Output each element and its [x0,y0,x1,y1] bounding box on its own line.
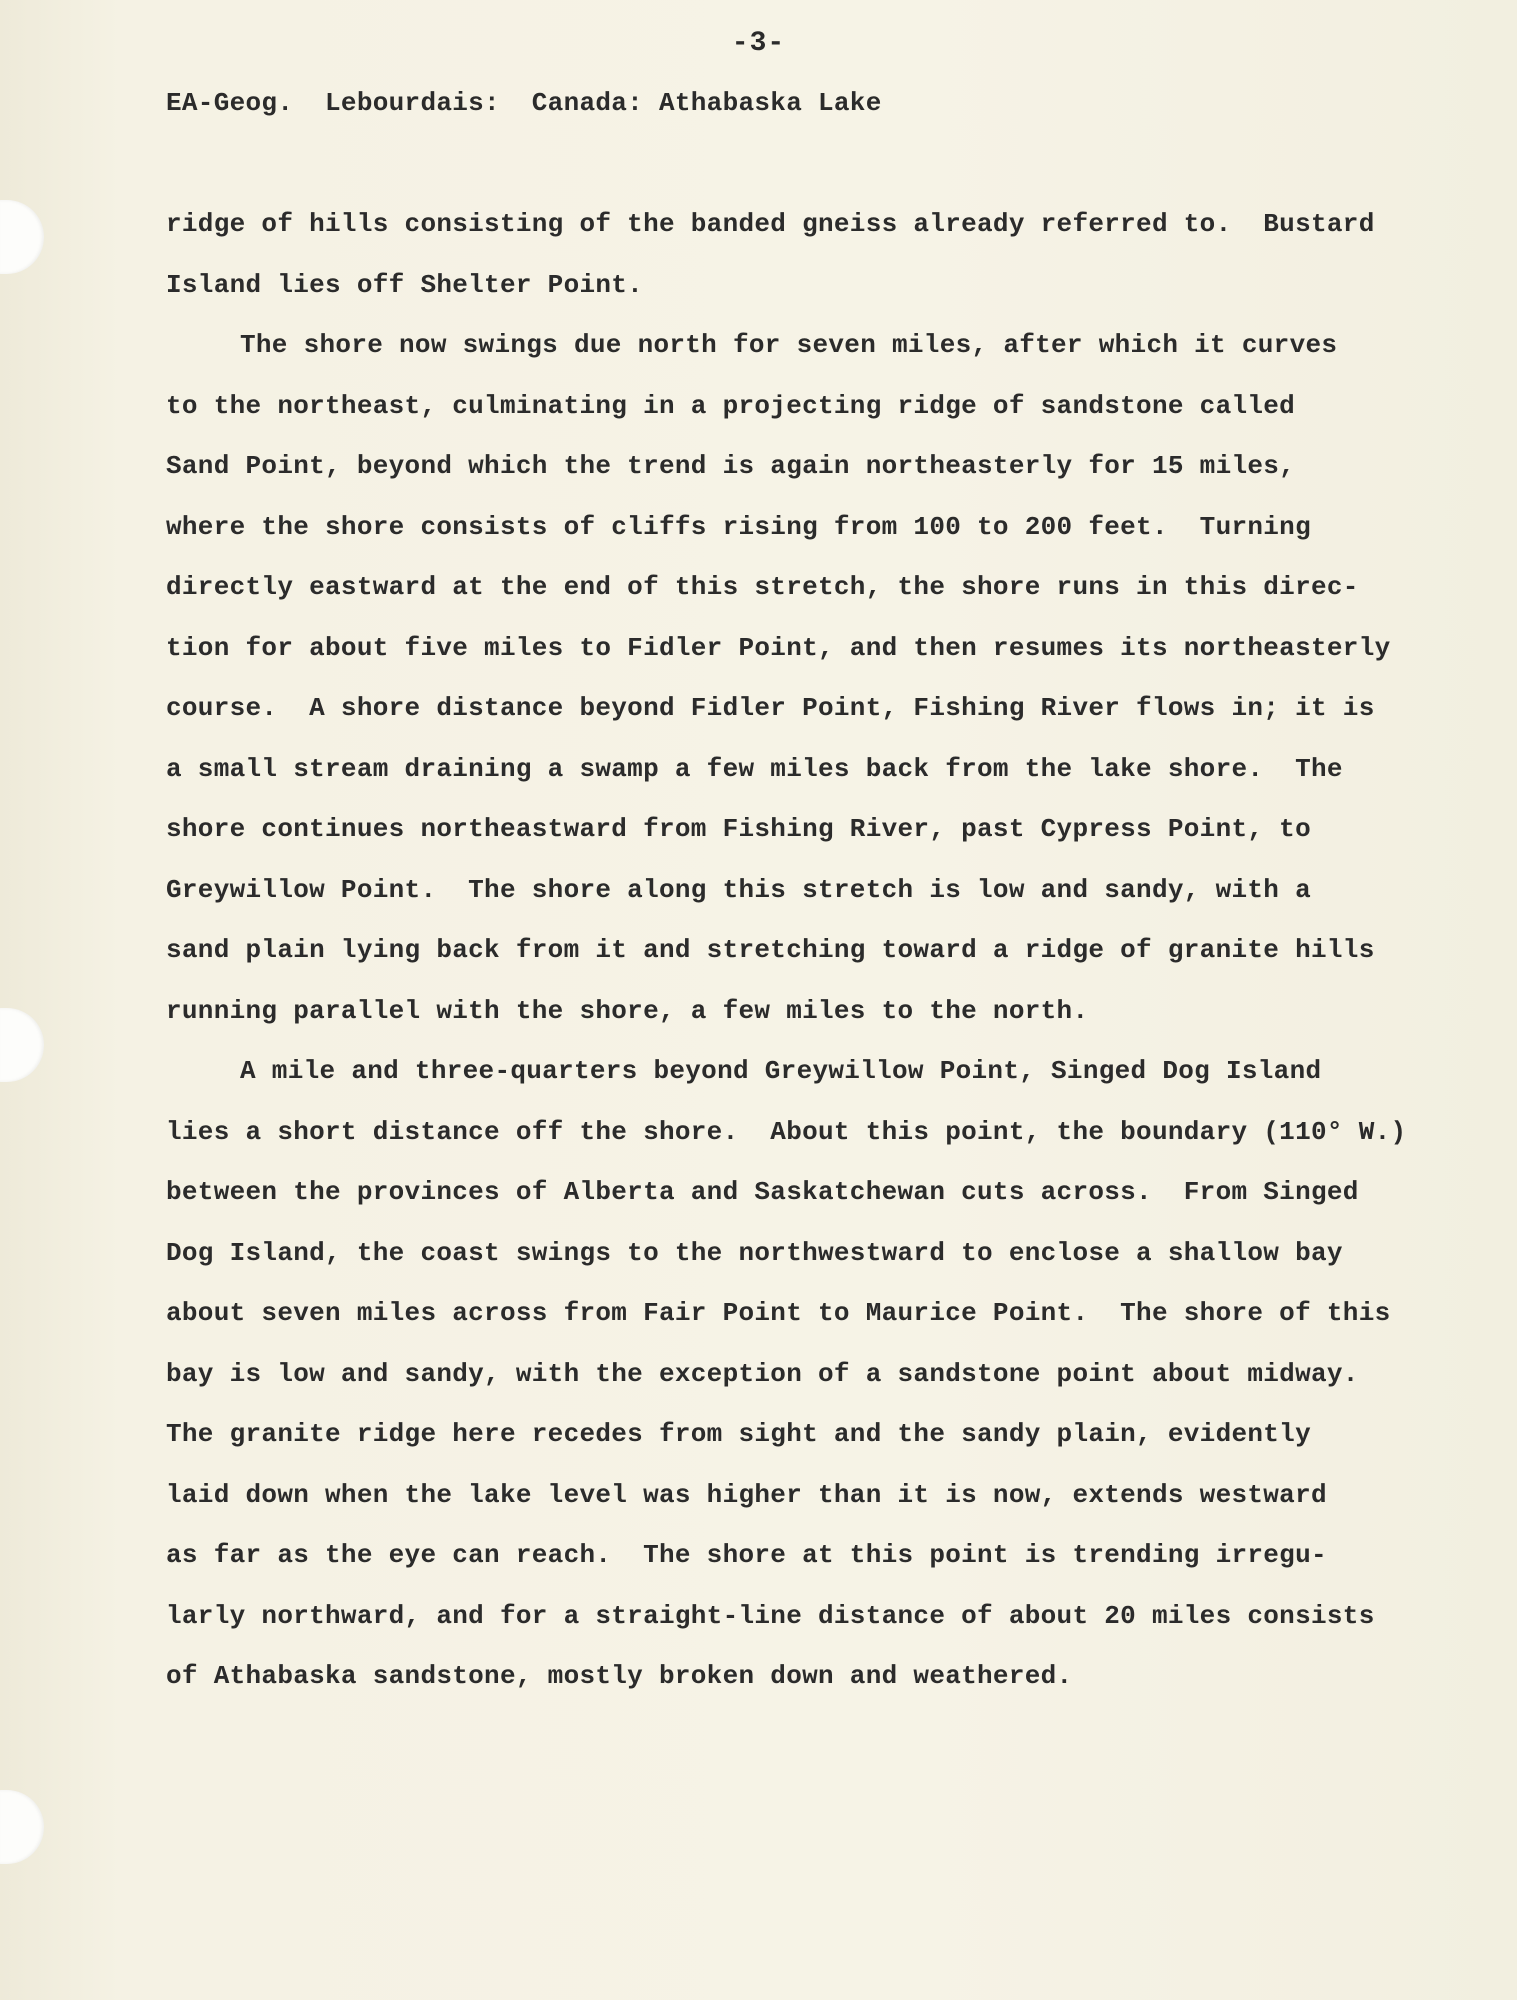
text-line: between the provinces of Alberta and Saskatchewan cuts across. From Singed [166,1177,1359,1207]
text-line: tion for about five miles to Fidler Point, and then resumes its northeasterly [166,632,1391,663]
body-text [166,206,1407,1719]
punch-hole [0,200,44,274]
text-line: directly eastward at the end of this stretch, the shore runs in this direc- [166,572,1359,602]
text-line: running parallel with the shore, a few miles to the north. [166,995,1089,1026]
text-line: The shore now swings due north for seven miles, after which it curves [240,330,1338,360]
text-line: a small stream draining a swamp a few miles back from the lake shore. The [166,753,1343,784]
text-line: Island lies off Shelter Point. [166,269,644,300]
text-line: The granite ridge here recedes from sight and the sandy plain, evidently [166,1419,1311,1449]
punch-hole [0,1790,44,1864]
document-header: EA-Geog. Lebourdais: Canada: Athabaska Lake [166,88,882,118]
text-line: of Athabaska sandstone, mostly broken down and weathered. [166,1661,1073,1691]
text-line: about seven miles across from Fair Point to Maurice Point. The shore of this [166,1298,1391,1328]
text-line: shore continues northeastward from Fishing River, past Cypress Point, to [166,814,1311,844]
text-line: laid down when the lake level was higher than it is now, extends westward [166,1479,1327,1510]
text-line: A mile and three-quarters beyond Greywillow Point, Singed Dog Island [240,1056,1322,1086]
text-line: course. A shore distance beyond Fidler Point, Fishing River flows in; it is [166,693,1375,723]
text-line: where the shore consists of cliffs rising from 100 to 200 feet. Turning [166,511,1311,542]
text-line: sand plain lying back from it and stretching toward a ridge of granite hills [166,935,1375,965]
punch-hole [0,1008,44,1082]
text-line: Sand Point, beyond which the trend is again northeasterly for 15 miles, [166,451,1296,481]
text-line: lies a short distance off the shore. About this point, the boundary (110° W.) [166,1116,1407,1147]
text-line: bay is low and sandy, with the exception of a sandstone point about midway. [166,1358,1359,1389]
text-line: to the northeast, culminating in a projecting ridge of sandstone called [166,390,1296,421]
text-line: larly northward, and for a straight-line distance of about 20 miles consists [166,1600,1375,1631]
text-line: Dog Island, the coast swings to the northwestward to enclose a shallow bay [166,1237,1343,1268]
text-line: as far as the eye can reach. The shore at this point is trending irregu- [166,1540,1327,1570]
text-line: Greywillow Point. The shore along this stretch is low and sandy, with a [166,874,1311,905]
text-line: ridge of hills consisting of the banded gneiss already referred to. Bustard [166,209,1375,239]
page-number: -3- [731,28,786,59]
